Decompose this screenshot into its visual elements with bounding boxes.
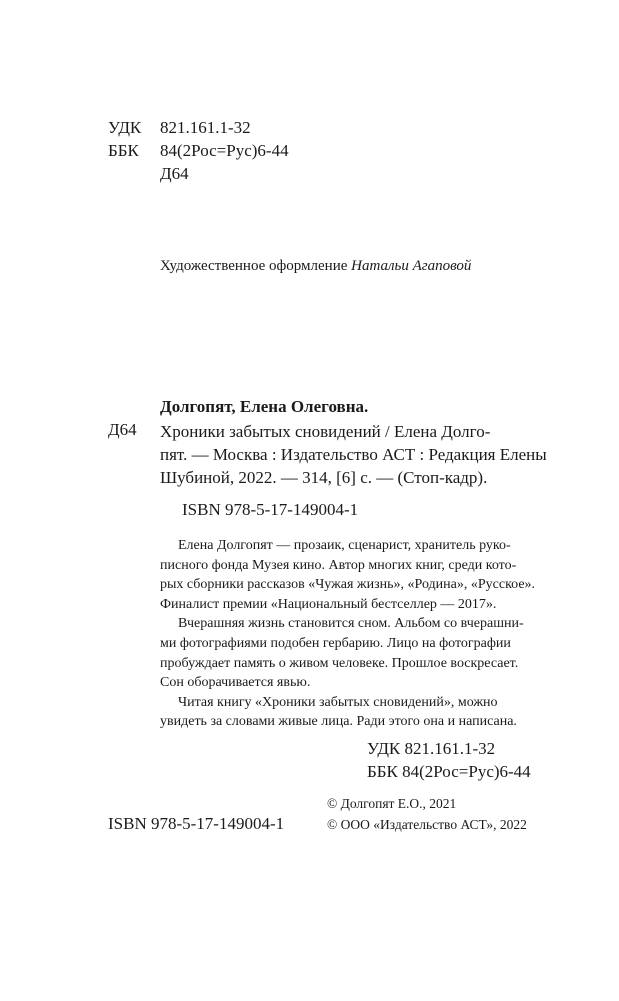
copyright-publisher: © ООО «Издательство АСТ», 2022 — [327, 817, 527, 832]
udk-bottom: УДК 821.161.1-32 — [367, 739, 496, 758]
design-credit-name: Натальи Агаповой — [351, 258, 472, 274]
bbk-value: 84(2Рос=Рус)6-44 — [160, 141, 289, 160]
udk-label: УДК — [108, 118, 142, 137]
bibliographic-description — [160, 420, 547, 489]
bib-line: Хроники забытых сновидений / Елена Долго- — [160, 422, 491, 441]
annotation-line: Финалист премии «Национальный бестселлер — 2017». — [160, 596, 497, 612]
isbn-footer: ISBN 978-5-17-149004-1 — [108, 814, 285, 833]
copyright-author: © Долгопят Е.О., 2021 — [327, 796, 457, 811]
bbk-bottom: ББК 84(2Рос=Рус)6-44 — [367, 762, 531, 781]
design-credit — [160, 258, 471, 275]
annotation-line: Сон оборачивается явью. — [160, 675, 311, 691]
annotation-line: Елена Долгопят — прозаик, сценарист, хранитель руко- — [178, 538, 511, 553]
design-credit-text: Художественное оформление — [160, 258, 352, 274]
annotation-line: пробуждает память о живом человеке. Прошлое воскресает. — [160, 655, 519, 671]
author-mark-record: Д64 — [108, 420, 137, 439]
annotation-line: писного фонда Музея кино. Автор многих книг, среди кото- — [160, 557, 517, 573]
annotation-line: Читая книгу «Хроники забытых сновидений», можно — [178, 694, 498, 710]
bib-line: Шубиной, 2022. — 314, [6] с. — (Стоп-кадр). — [160, 468, 488, 487]
author-mark-top: Д64 — [160, 164, 189, 183]
annotation-line: рых сборники рассказов «Чужая жизнь», «Родина», «Русское». — [160, 577, 536, 593]
annotation — [160, 536, 535, 732]
bib-line: пят. — Москва : Издательство АСТ : Редакция Елены — [160, 445, 547, 464]
isbn-record: ISBN 978-5-17-149004-1 — [182, 500, 359, 519]
annotation-line: ми фотографиями подобен гербарию. Лицо на фотографии — [160, 635, 511, 651]
udk-value: 821.161.1-32 — [160, 118, 251, 137]
author-heading: Долгопят, Елена Олеговна. — [160, 397, 369, 416]
bbk-label: ББК — [108, 141, 139, 160]
annotation-line: увидеть за словами живые лица. Ради этого она и написана. — [160, 714, 517, 730]
annotation-line: Вчерашняя жизнь становится сном. Альбом со вчерашни- — [178, 616, 524, 632]
